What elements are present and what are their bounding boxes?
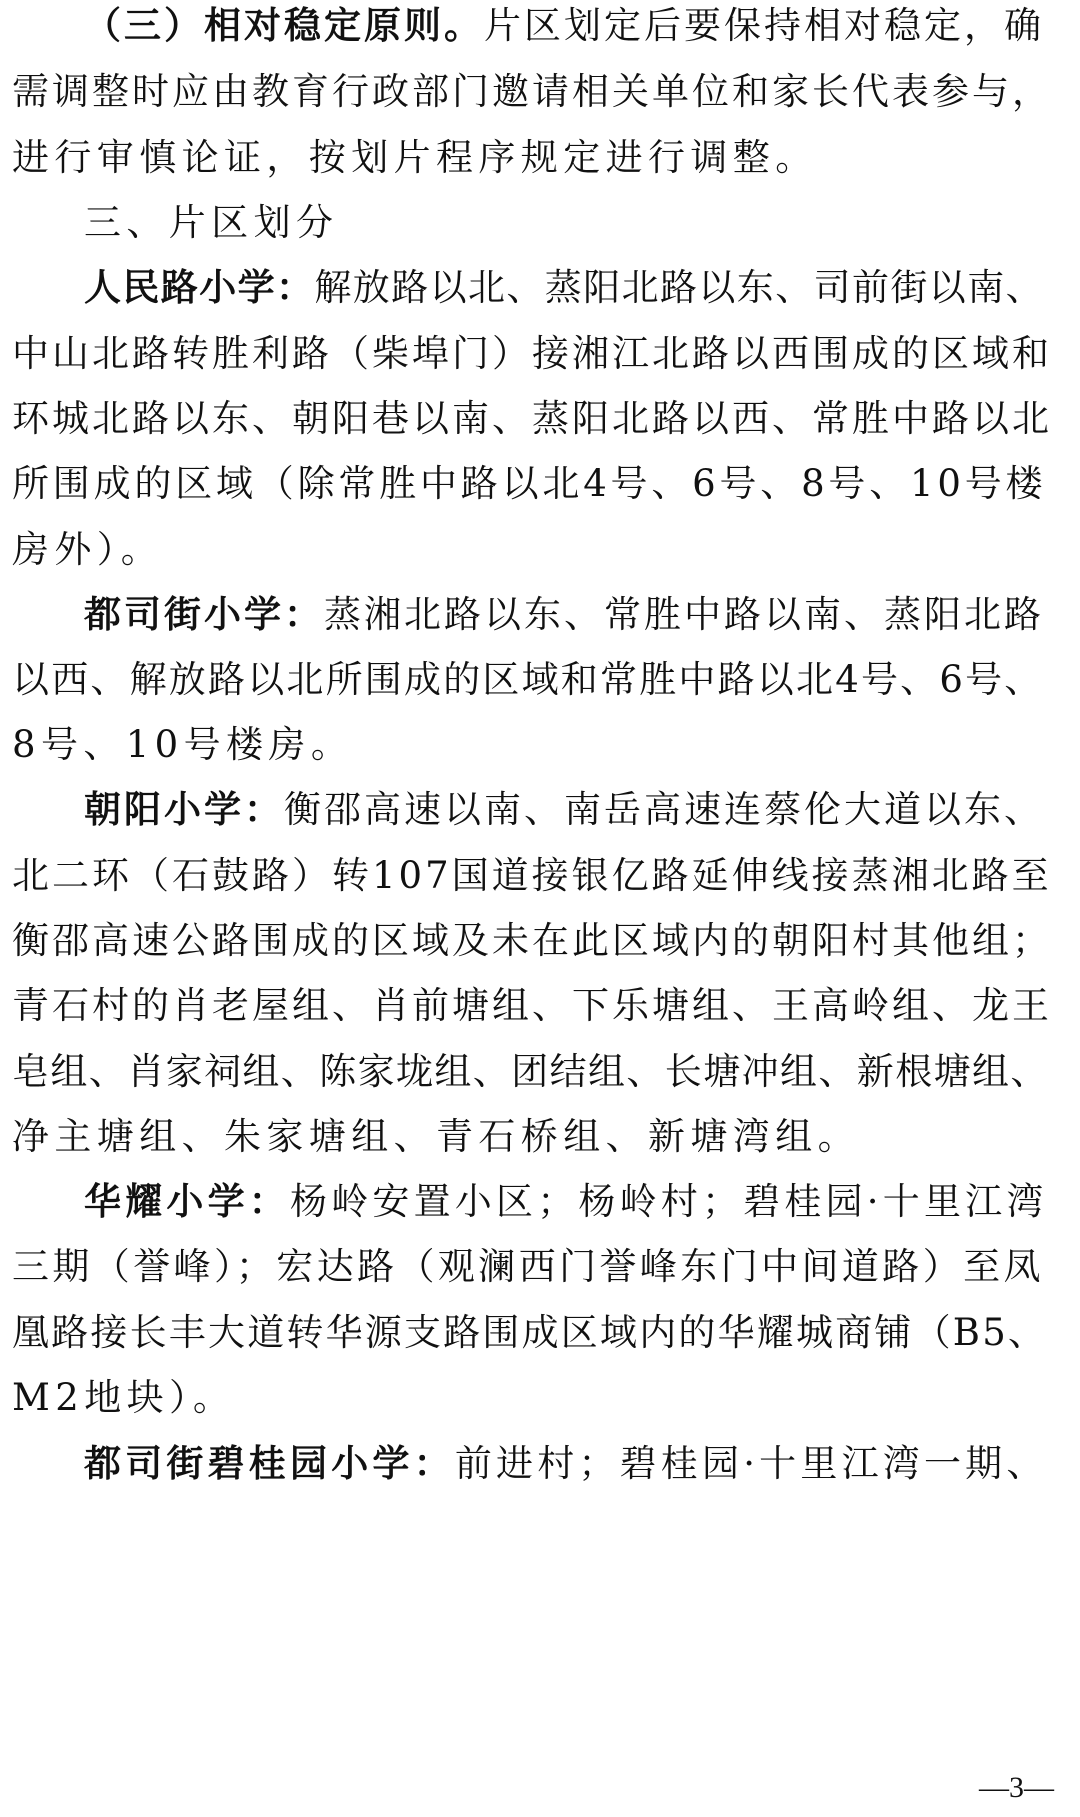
text-line-3 bbox=[12, 134, 1052, 182]
line-text: 所围成的区域（除常胜中路以北4号、6号、8号、10号楼 bbox=[12, 462, 1047, 505]
line-text: 凰路接长丰大道转华源支路围成区域内的华耀城商铺（B5、 bbox=[12, 1311, 1048, 1354]
text-line-23 bbox=[84, 1440, 1052, 1488]
line-text: 皂组、肖家祠组、陈家垅组、团结组、长塘冲组、新根塘组、 bbox=[12, 1050, 1049, 1093]
line-text: 8号、10号楼房。 bbox=[12, 723, 354, 766]
line-text: 需调整时应由教育行政部门邀请相关单位和家长代表参与， bbox=[12, 70, 1052, 113]
school-name-renminlu: 人民路小学： bbox=[84, 266, 315, 309]
text-line-21 bbox=[12, 1309, 1052, 1357]
school-name-chaoyang: 朝阳小学： bbox=[84, 788, 284, 831]
text-line-17 bbox=[12, 1048, 1052, 1096]
line-text: 环城北路以东、朝阳巷以南、蒸阳北路以西、常胜中路以北 bbox=[12, 397, 1052, 440]
text-line-22 bbox=[12, 1374, 1052, 1422]
line-text: 蒸湘北路以东、常胜中路以南、蒸阳北路 bbox=[324, 593, 1044, 636]
line-text: 衡邵高速以南、南岳高速连蔡伦大道以东、 bbox=[284, 788, 1044, 831]
text-line-5 bbox=[84, 264, 1052, 312]
text-line-16 bbox=[12, 982, 1052, 1030]
line-text: 房外）。 bbox=[12, 528, 164, 571]
line-text: 青石村的肖老屋组、肖前塘组、下乐塘组、王高岭组、龙王 bbox=[12, 984, 1052, 1027]
text-line-13 bbox=[84, 786, 1052, 834]
text-line-8 bbox=[12, 460, 1052, 508]
line-text: 前进村；碧桂园·十里江湾一期、 bbox=[454, 1442, 1048, 1485]
line-text: 片区划定后要保持相对稳定，确 bbox=[484, 4, 1044, 47]
line-text: 北二环（石鼓路）转107国道接银亿路延伸线接蒸湘北路至 bbox=[12, 854, 1052, 897]
section-heading-zone-division bbox=[84, 199, 1052, 247]
line-text: 三期（誉峰）；宏达路（观澜西门誉峰东门中间道路）至凤 bbox=[12, 1245, 1044, 1288]
section-heading-stability: （三）相对稳定原则。 bbox=[84, 4, 484, 47]
school-name-dusijie: 都司街小学： bbox=[84, 593, 324, 636]
text-line-14 bbox=[12, 852, 1052, 900]
line-text: M2地块）。 bbox=[12, 1376, 236, 1419]
line-text: 三、片区划分 bbox=[84, 201, 339, 244]
line-text: 以西、解放路以北所围成的区域和常胜中路以北4号、6号、 bbox=[12, 658, 1044, 701]
school-name-huayao: 华耀小学： bbox=[84, 1180, 290, 1223]
line-text: 净主塘组、朱家塘组、青石桥组、新塘湾组。 bbox=[12, 1115, 860, 1158]
line-text: 进行审慎论证，按划片程序规定进行调整。 bbox=[12, 136, 818, 179]
text-line-12 bbox=[12, 721, 1052, 769]
text-line-9 bbox=[12, 526, 1052, 574]
line-text: 杨岭安置小区；杨岭村；碧桂园·十里江湾 bbox=[290, 1180, 1048, 1223]
text-line-15 bbox=[12, 917, 1052, 965]
text-line-19 bbox=[84, 1178, 1052, 1226]
text-line-10 bbox=[84, 591, 1052, 639]
text-line-20 bbox=[12, 1243, 1052, 1291]
text-line-6 bbox=[12, 330, 1052, 378]
page-number: —3— bbox=[979, 1771, 1054, 1804]
line-text: 衡邵高速公路围成的区域及未在此区域内的朝阳村其他组； bbox=[12, 919, 1052, 962]
text-line-18 bbox=[12, 1113, 1052, 1161]
text-line-7 bbox=[12, 395, 1052, 443]
text-line-2 bbox=[12, 68, 1052, 116]
text-line-11 bbox=[12, 656, 1052, 704]
line-text: 中山北路转胜利路（柴埠门）接湘江北路以西围成的区域和 bbox=[12, 332, 1052, 375]
line-text: 解放路以北、蒸阳北路以东、司前街以南、 bbox=[314, 266, 1045, 309]
text-line-1 bbox=[84, 2, 1052, 50]
school-name-dusijie-biguiyuan: 都司街碧桂园小学： bbox=[84, 1442, 455, 1485]
